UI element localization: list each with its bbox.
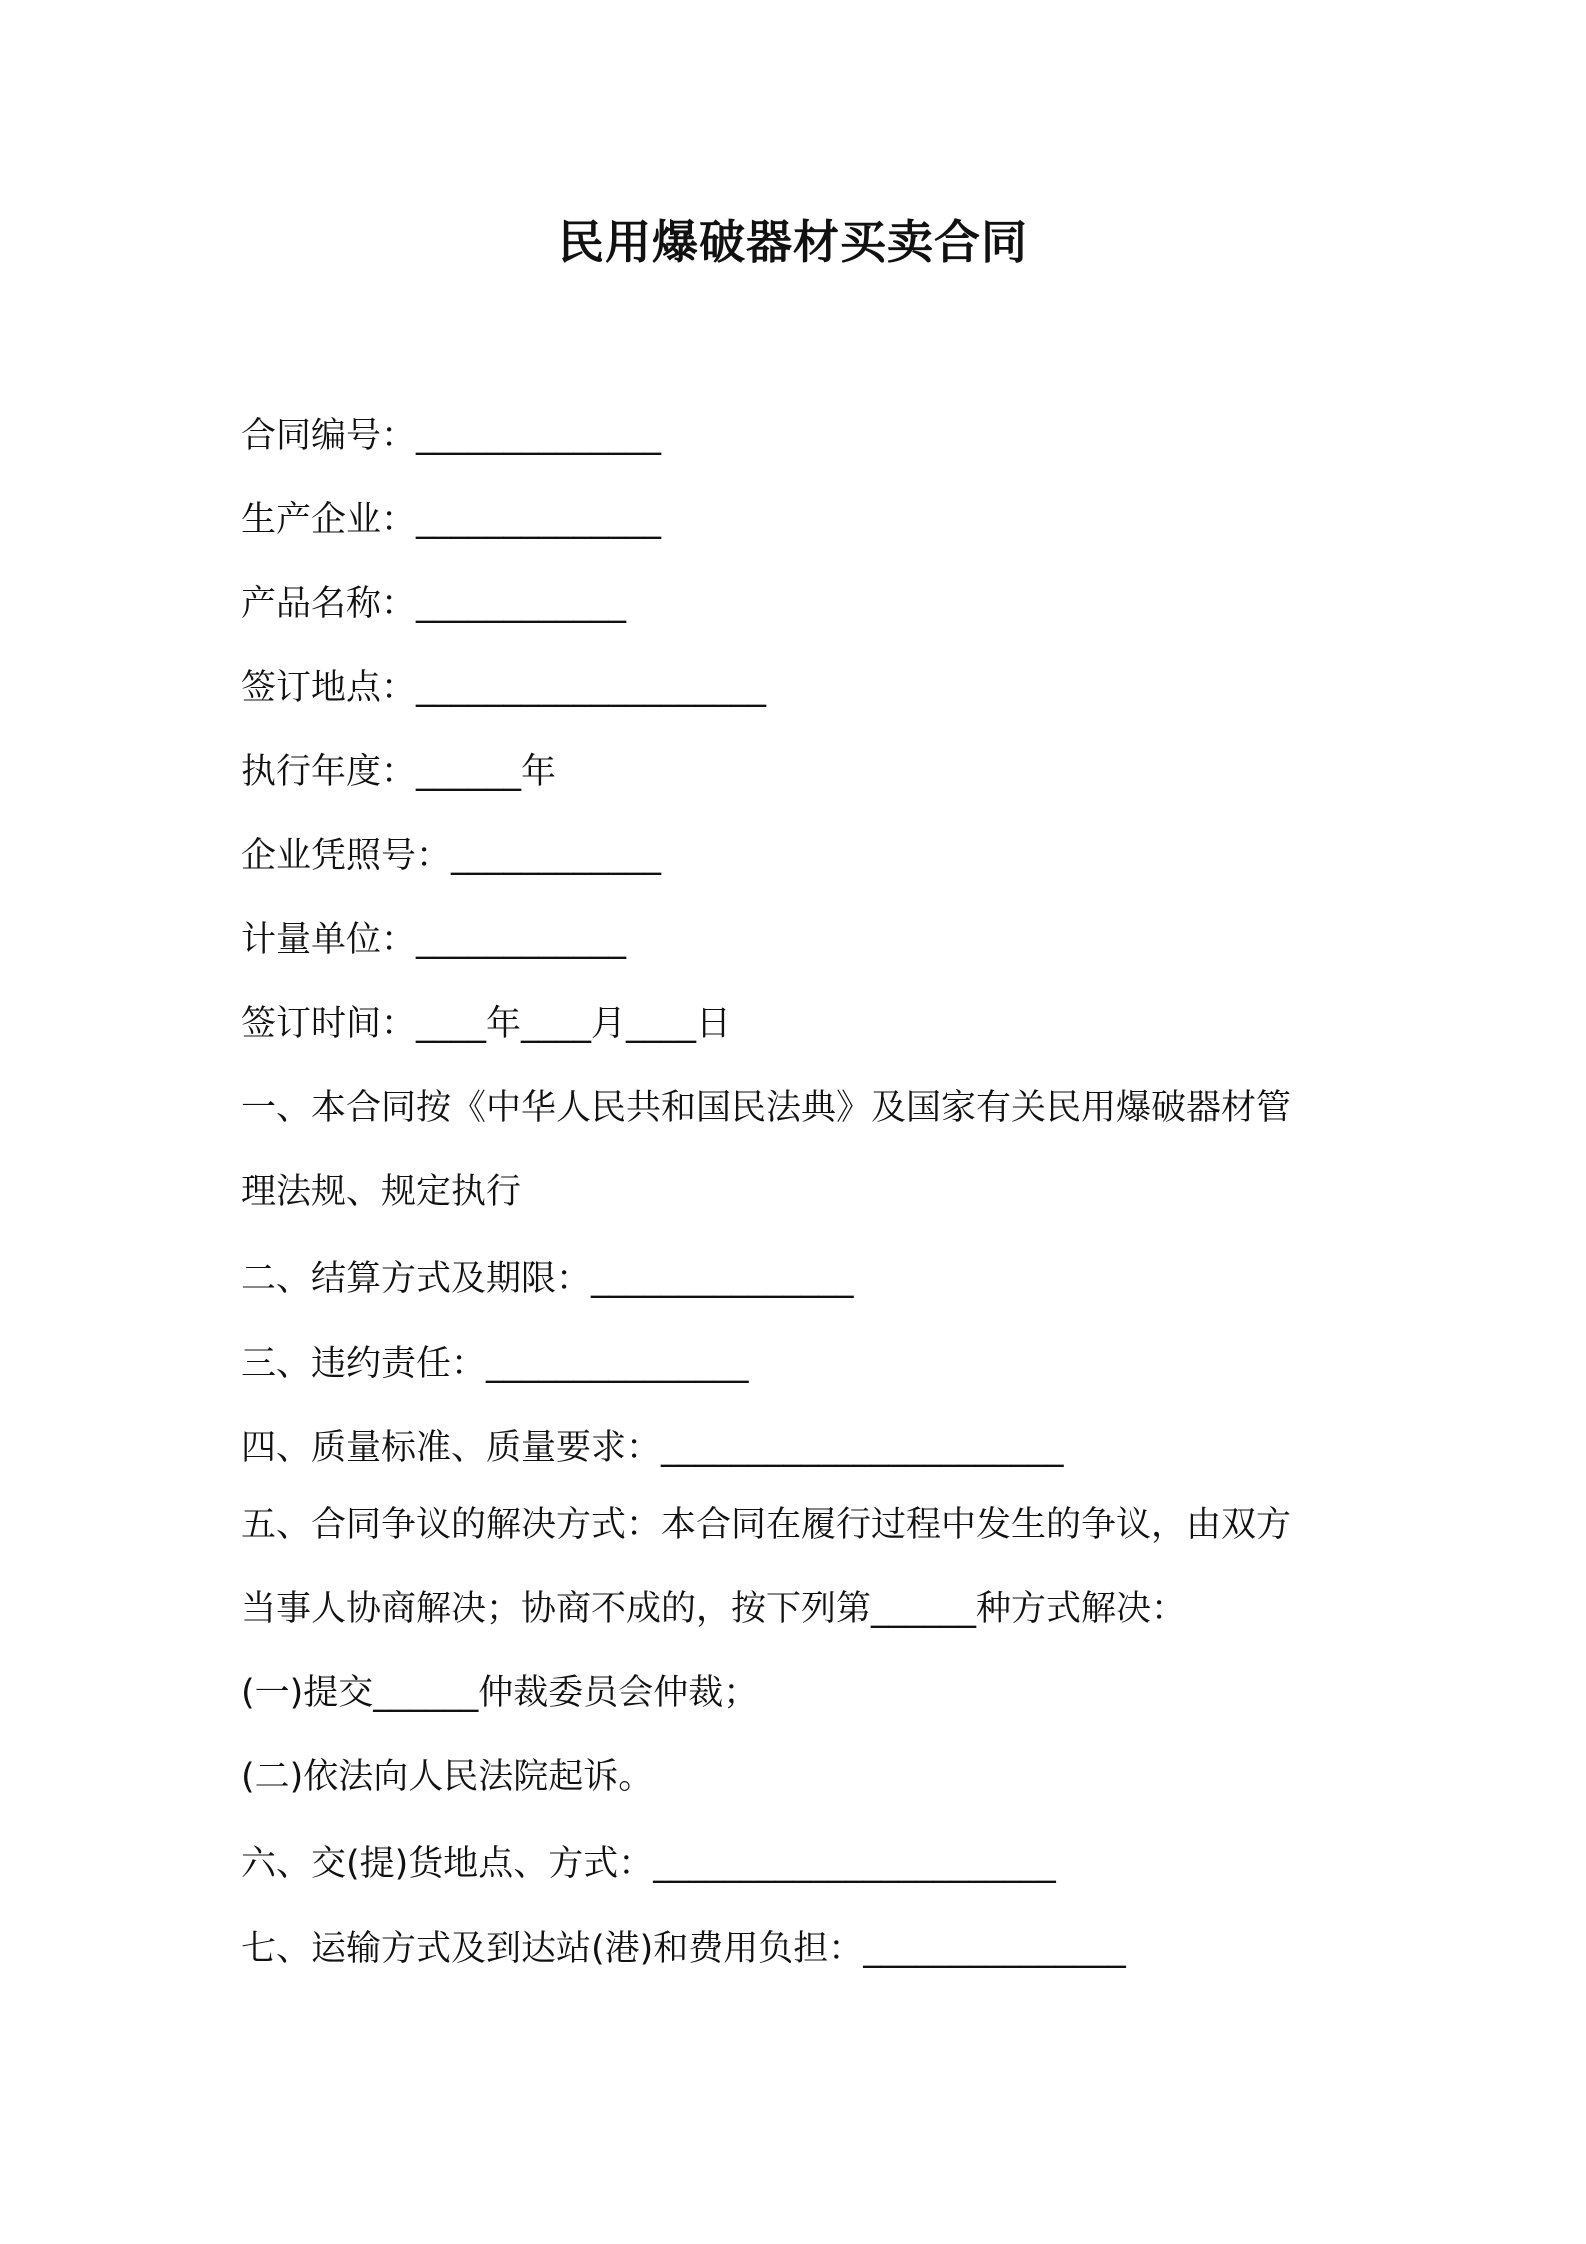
- clause-3-liability: 三、违约责任：_______________: [241, 1344, 749, 1384]
- clause-1-line-1: 一、本合同按《中华人民共和国民法典》及国家有关民用爆破器材管: [241, 1088, 1292, 1128]
- clause-5-option-2: (二)依法向人民法院起诉。: [241, 1757, 654, 1797]
- document-title: 民用爆破器材买卖合同: [558, 215, 1028, 269]
- field-execution-year: 执行年度：______年: [241, 752, 557, 792]
- clause-4-quality: 四、质量标准、质量要求：_______________________: [241, 1428, 1064, 1468]
- field-product-name: 产品名称：____________: [241, 584, 627, 624]
- clause-5-line-1: 五、合同争议的解决方式：本合同在履行过程中发生的争议，由双方: [241, 1505, 1292, 1545]
- clause-2-settlement: 二、结算方式及期限：_______________: [241, 1259, 854, 1299]
- field-license-number: 企业凭照号：____________: [241, 836, 662, 876]
- field-manufacturer: 生产企业：______________: [241, 500, 662, 540]
- field-contract-number: 合同编号：______________: [241, 416, 662, 456]
- field-signing-date: 签订时间：____年____月____日: [241, 1004, 732, 1044]
- clause-7-transport: 七、运输方式及到达站(港)和费用负担：_______________: [241, 1929, 1126, 1969]
- field-signing-place: 签订地点：____________________: [241, 668, 767, 708]
- field-measurement-unit: 计量单位：____________: [241, 920, 627, 960]
- clause-5-line-2: 当事人协商解决；协商不成的，按下列第______种方式解决：: [241, 1589, 1187, 1629]
- clause-6-delivery: 六、交(提)货地点、方式：_______________________: [241, 1844, 1056, 1884]
- clause-1-line-2: 理法规、规定执行: [241, 1172, 522, 1212]
- clause-5-option-1: (一)提交______仲裁委员会仲裁；: [241, 1673, 759, 1713]
